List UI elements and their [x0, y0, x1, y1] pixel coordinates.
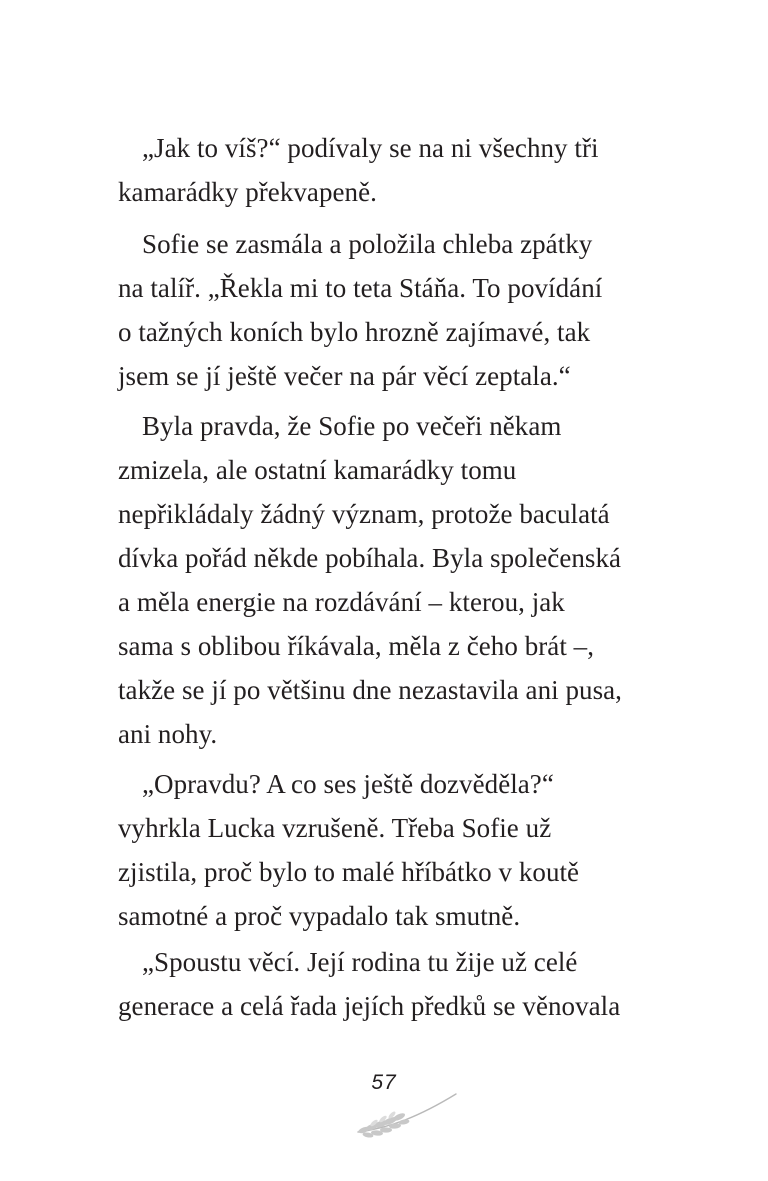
wheat-sprig-icon — [350, 1088, 462, 1140]
text-line: a měla energie na rozdávání – kterou, jak — [118, 587, 565, 617]
text-line: vyhrkla Lucka vzrušeně. Třeba Sofie už — [118, 813, 552, 843]
text-line: kamarádky překvapeně. — [118, 177, 377, 207]
text-line: na talíř. „Řekla mi to teta Stáňa. To povídání — [118, 273, 603, 303]
text-line: zmizela, ale ostatní kamarádky tomu — [118, 455, 517, 485]
text-line: ani nohy. — [118, 719, 218, 749]
text-line: dívka pořád někde pobíhala. Byla společenská — [118, 543, 622, 573]
text-line: zjistila, proč bylo to malé hříbátko v koutě — [118, 857, 580, 887]
text-line: Sofie se zasmála a položila chleba zpátky — [142, 229, 593, 259]
text-line: o tažných koních bylo hrozně zajímavé, tak — [118, 317, 591, 347]
text-line: generace a celá řada jejích předků se věnovala — [118, 991, 621, 1021]
text-line: Byla pravda, že Sofie po večeři někam — [142, 411, 562, 441]
page-number: 57 — [371, 1071, 397, 1094]
text-line: „Opravdu? A co ses ještě dozvěděla?“ — [142, 769, 554, 799]
text-line: nepřikládaly žádný význam, protože baculatá — [118, 499, 610, 529]
text-line: „Spoustu věcí. Její rodina tu žije už celé — [142, 947, 578, 977]
text-line: „Jak to víš?“ podívaly se na ni všechny tři — [142, 133, 599, 163]
text-line: jsem se jí ještě večer na pár věcí zeptala.“ — [118, 361, 571, 391]
text-line: sama s oblibou říkávala, měla z čeho brát –, — [118, 631, 595, 661]
text-line: takže se jí po většinu dne nezastavila ani pusa, — [118, 675, 622, 705]
text-line: samotné a proč vypadalo tak smutně. — [118, 901, 521, 931]
